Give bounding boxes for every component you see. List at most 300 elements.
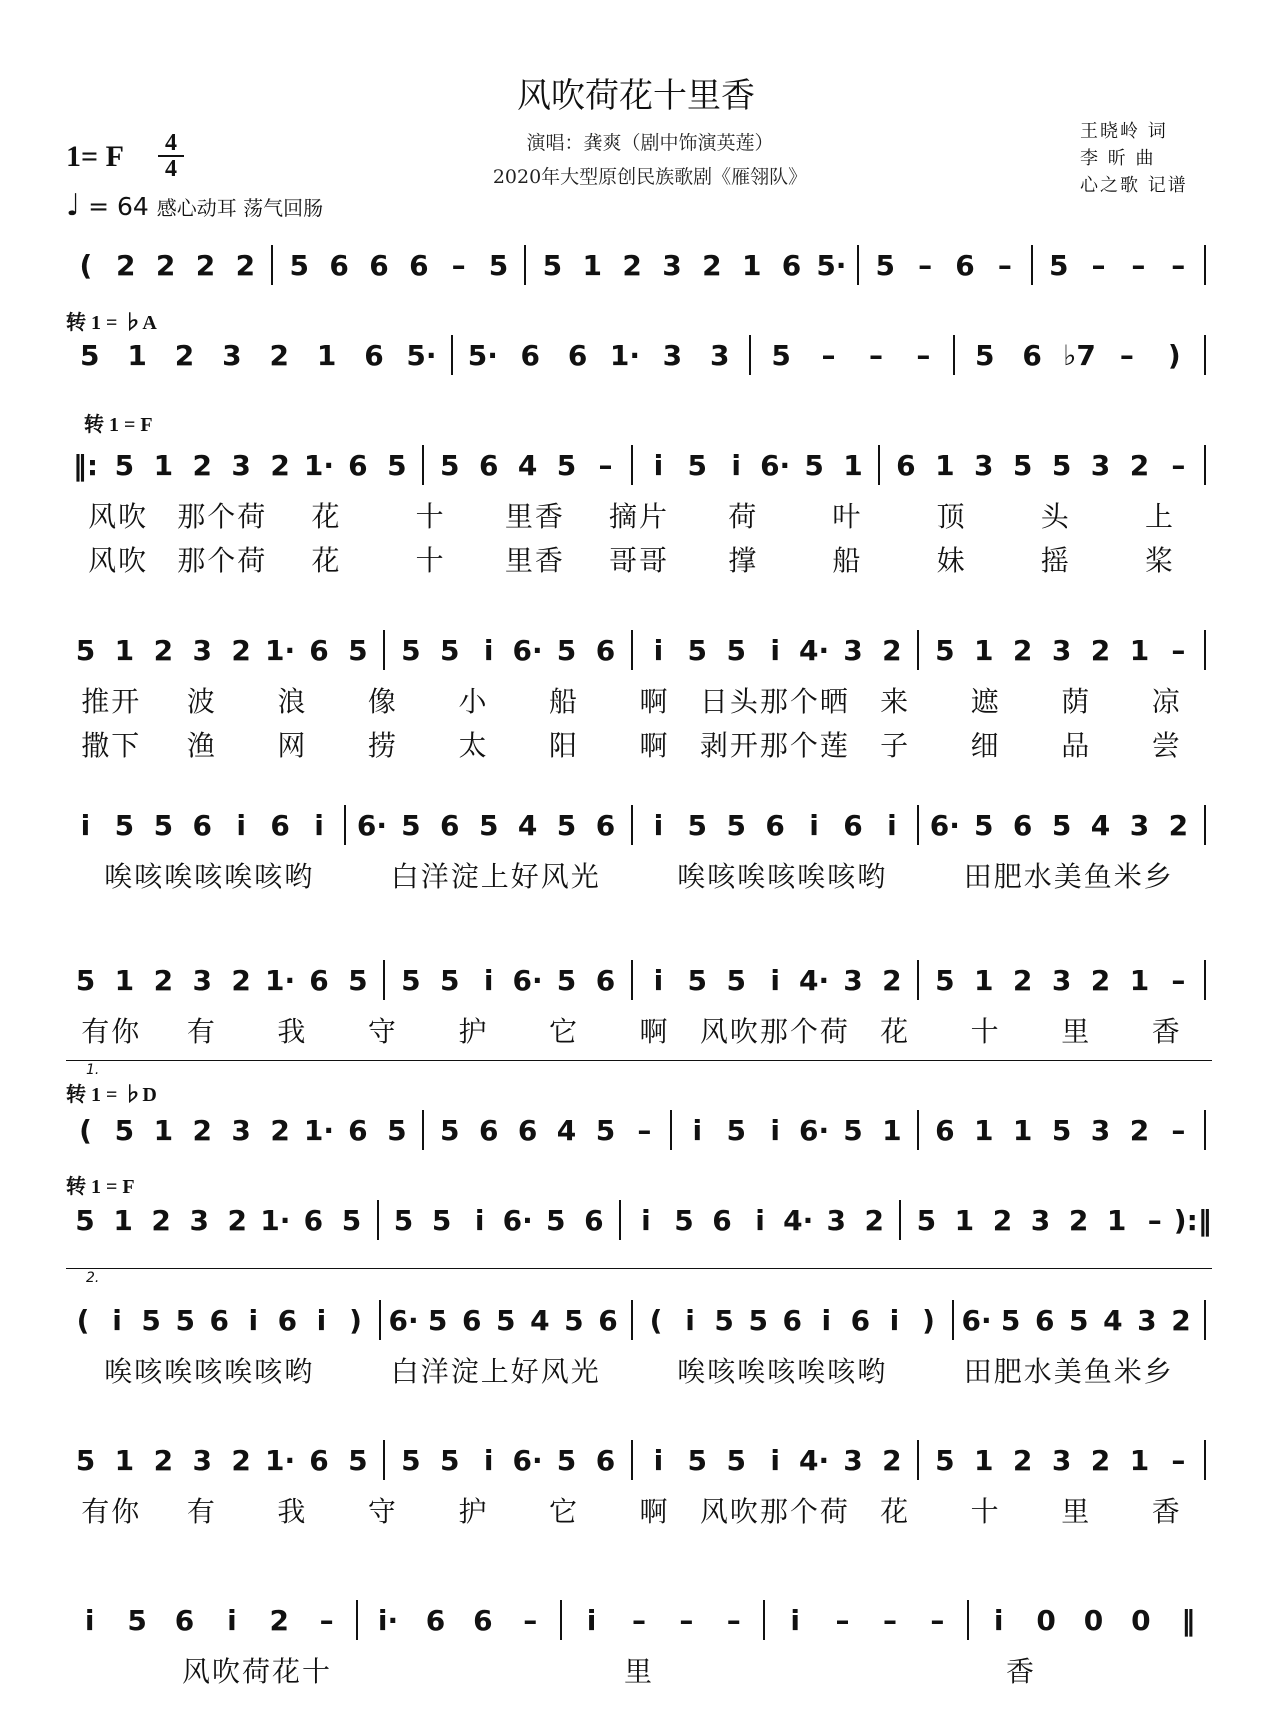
note: 6 <box>277 1303 298 1337</box>
note: 2 <box>882 633 902 667</box>
barline <box>917 1440 919 1480</box>
note: 5 <box>974 808 994 842</box>
barline <box>422 445 424 485</box>
note: 6 <box>364 338 384 372</box>
lyric-line <box>66 855 1212 895</box>
note: i <box>474 1203 485 1237</box>
score-system <box>66 1600 1212 1690</box>
note: i <box>809 808 819 842</box>
note: 5 <box>79 338 100 372</box>
note: 6 <box>303 1203 324 1237</box>
note: 1· <box>303 1113 335 1147</box>
lyric-word: 白洋淀上好风光 <box>390 860 601 893</box>
volta-bracket-2 <box>66 1268 1212 1269</box>
lyric-word: 花 <box>880 1495 911 1528</box>
note: 4· <box>798 633 830 667</box>
note: 3 <box>1051 1443 1072 1477</box>
barline <box>1031 245 1033 285</box>
lyric-word: 像 <box>367 685 398 718</box>
note: 5 <box>401 1443 421 1477</box>
lyric-word: 里香 <box>504 500 565 533</box>
note: 6 <box>782 1303 803 1337</box>
score-system <box>66 445 1212 579</box>
note: – <box>1171 248 1186 282</box>
note: 5 <box>974 338 995 372</box>
lyric-line <box>66 1350 1212 1390</box>
lyric-word: 凉 <box>1151 685 1182 718</box>
note: 3 <box>231 448 251 482</box>
barline <box>917 960 919 1000</box>
barline <box>1204 960 1206 1000</box>
lyric-word: 里 <box>623 1655 654 1688</box>
note: 2 <box>1068 1203 1089 1237</box>
lyric-word: 桨 <box>1144 544 1175 577</box>
score-system <box>66 630 1212 764</box>
lyric-word: 浪 <box>277 685 308 718</box>
note: 5 <box>153 808 174 842</box>
note: 2 <box>155 248 176 282</box>
note: 2 <box>269 338 289 372</box>
lyric-word: 荫 <box>1061 685 1092 718</box>
volta-number: 1. <box>86 1062 100 1078</box>
lyric-word: 风吹荷花十 <box>181 1655 332 1688</box>
note: 3 <box>662 338 683 372</box>
note: 6 <box>270 808 290 842</box>
note: i <box>889 1303 900 1337</box>
note: 1· <box>265 633 296 667</box>
lyric-line <box>66 1490 1212 1530</box>
note: i <box>770 1113 780 1147</box>
note: – <box>882 1603 897 1637</box>
lyric-line <box>66 680 1212 720</box>
note: 6 <box>520 338 540 372</box>
note: 1 <box>1012 1113 1033 1147</box>
note: 2 <box>270 1113 290 1147</box>
time-signature <box>158 132 184 180</box>
note: 2 <box>1090 633 1111 667</box>
note: 5 <box>488 248 509 282</box>
barline <box>1204 805 1206 845</box>
note: i <box>993 1603 1004 1637</box>
note: – <box>319 1603 334 1637</box>
score-system <box>66 1440 1212 1530</box>
note: i <box>685 1303 695 1337</box>
lyric-word: 有你 <box>81 1495 142 1528</box>
note: 5 <box>75 963 96 997</box>
note: 5 <box>687 808 708 842</box>
barline <box>631 960 633 1000</box>
note: 2 <box>231 1443 251 1477</box>
volta-number: 2. <box>86 1270 100 1286</box>
note: 6 <box>595 808 616 842</box>
lyric-word: 啊 <box>639 729 670 762</box>
barline <box>356 1600 358 1640</box>
note: 4· <box>798 1443 830 1477</box>
note: 5 <box>114 808 135 842</box>
barline <box>1204 245 1206 285</box>
score-system <box>66 245 1212 285</box>
note: 2 <box>1090 963 1111 997</box>
note: 1 <box>113 1203 133 1237</box>
note: i <box>653 808 664 842</box>
note: 5 <box>387 448 407 482</box>
note: 6 <box>209 1303 230 1337</box>
note: 2 <box>231 633 251 667</box>
lyric-word: 品 <box>1061 729 1092 762</box>
note: – <box>523 1603 538 1637</box>
note: 0 <box>1036 1603 1056 1637</box>
note: 6· <box>388 1303 419 1337</box>
note: 5 <box>401 633 421 667</box>
note: 6 <box>473 1603 493 1637</box>
note: 5 <box>564 1303 584 1337</box>
note: – <box>821 338 836 372</box>
note: 1 <box>153 448 174 482</box>
note: 5 <box>440 963 460 997</box>
note: i <box>483 963 494 997</box>
note: – <box>1171 1443 1186 1477</box>
lyric-word: 那个荷 <box>177 500 268 533</box>
transcriber-credit: 心之歌 记谱 <box>1080 175 1188 196</box>
note: ) <box>1167 338 1181 372</box>
note: 6 <box>850 1303 871 1337</box>
barline <box>344 805 346 845</box>
note: 5 <box>401 808 421 842</box>
time-signature-bottom: 4 <box>165 156 177 182</box>
note: 6· <box>502 1203 533 1237</box>
note-line <box>66 1300 1212 1340</box>
note: 5· <box>816 248 847 282</box>
barline <box>1204 445 1206 485</box>
note: 1 <box>974 1443 994 1477</box>
lyric-word: 细 <box>970 729 1001 762</box>
lyric-word: 剥开那个莲 <box>699 729 850 762</box>
note: 6 <box>595 1443 616 1477</box>
note: 2 <box>195 248 216 282</box>
note: – <box>1147 1203 1162 1237</box>
note: 5 <box>496 1303 516 1337</box>
lyric-word: 阳 <box>549 729 580 762</box>
lyric-word: 我 <box>277 1495 308 1528</box>
note: 2 <box>1129 448 1150 482</box>
note: – <box>726 1603 741 1637</box>
note: 1· <box>303 448 335 482</box>
note: 5 <box>748 1303 768 1337</box>
note: 6 <box>781 248 802 282</box>
note: 5 <box>726 1113 746 1147</box>
note: 1· <box>260 1203 291 1237</box>
barline <box>1204 630 1206 670</box>
note: 6 <box>1034 1303 1055 1337</box>
note: – <box>930 1603 945 1637</box>
lyric-word: 头 <box>1040 500 1071 533</box>
barline <box>383 1440 385 1480</box>
note: 1· <box>609 338 641 372</box>
barline <box>857 245 859 285</box>
lyric-word: 渔 <box>186 729 217 762</box>
note: 6· <box>512 1443 543 1477</box>
note: 5 <box>387 1113 407 1147</box>
note: ( <box>649 1303 663 1337</box>
note: 1 <box>127 338 147 372</box>
barline <box>899 1200 901 1240</box>
note: 1 <box>316 338 337 372</box>
note: 1 <box>843 448 863 482</box>
note: i <box>653 963 664 997</box>
lyric-word: 唉咳唉咳唉咳哟 <box>104 860 315 893</box>
barline <box>422 1110 424 1150</box>
note: ( <box>76 1303 90 1337</box>
note: – <box>679 1603 694 1637</box>
note: 3 <box>710 338 730 372</box>
note: 2 <box>153 963 174 997</box>
note: 5 <box>714 1303 734 1337</box>
note: 5 <box>440 633 460 667</box>
note: 4 <box>1103 1303 1123 1337</box>
barline <box>953 335 955 375</box>
note: 3 <box>843 1443 863 1477</box>
note: 5· <box>467 338 498 372</box>
note: 6 <box>192 808 212 842</box>
note: 5 <box>1051 1113 1072 1147</box>
barline <box>631 805 633 845</box>
note: – <box>1171 1113 1186 1147</box>
lyric-word: 遮 <box>970 685 1001 718</box>
note: 6 <box>595 633 616 667</box>
note-line <box>66 1110 1212 1150</box>
note: 5 <box>916 1203 937 1237</box>
barline <box>451 335 453 375</box>
credits <box>1080 118 1188 199</box>
barline <box>631 445 633 485</box>
note: 6 <box>461 1303 482 1337</box>
barline <box>271 245 273 285</box>
note: 6 <box>567 338 588 372</box>
note: 1 <box>974 963 994 997</box>
note: 5 <box>440 1443 460 1477</box>
barline <box>379 1300 381 1340</box>
note: – <box>1091 248 1106 282</box>
note: – <box>598 448 613 482</box>
note: 6 <box>584 1203 604 1237</box>
note: 6· <box>961 1303 992 1337</box>
note: 6 <box>765 808 785 842</box>
lyric-word: 里香 <box>504 544 565 577</box>
lyric-word: 啊 <box>639 1495 670 1528</box>
note-line <box>66 445 1212 485</box>
note: ‖: <box>72 448 99 482</box>
lyric-word: 它 <box>549 1015 580 1048</box>
lyric-word: 唉咳唉咳唉咳哟 <box>104 1355 315 1388</box>
score-system <box>66 335 1212 375</box>
note: 3 <box>826 1203 846 1237</box>
note: 3 <box>1137 1303 1157 1337</box>
note: 2 <box>235 248 256 282</box>
lyric-word: 香 <box>1151 1495 1182 1528</box>
note: 5 <box>843 1113 863 1147</box>
note: 1 <box>935 448 955 482</box>
lyric-word: 啊 <box>639 685 670 718</box>
lyric-word: 子 <box>880 729 911 762</box>
note: 5 <box>440 1113 460 1147</box>
note: 3 <box>1129 808 1150 842</box>
note: 5 <box>935 633 955 667</box>
note: – <box>868 338 883 372</box>
note: i <box>316 1303 327 1337</box>
note: – <box>1171 633 1186 667</box>
note: i· <box>377 1603 399 1637</box>
note: 1 <box>974 633 994 667</box>
barline <box>952 1300 954 1340</box>
note: 5 <box>348 963 368 997</box>
note: 1 <box>954 1203 975 1237</box>
note: 4 <box>530 1303 550 1337</box>
key-signature: 1= F <box>66 140 124 173</box>
note: 5 <box>875 248 895 282</box>
note: 6 <box>348 1113 368 1147</box>
note: 2 <box>116 248 136 282</box>
note: 5 <box>1012 448 1033 482</box>
note: i <box>887 808 897 842</box>
note: 3 <box>843 633 863 667</box>
lyricist-credit: 王晓岭 词 <box>1080 121 1168 142</box>
note: 6 <box>174 1603 195 1637</box>
note: i <box>236 808 246 842</box>
note: 6 <box>409 248 429 282</box>
lyric-line <box>66 539 1212 579</box>
note: i <box>755 1203 765 1237</box>
lyric-word: 白洋淀上好风光 <box>390 1355 601 1388</box>
note: 5 <box>114 448 135 482</box>
composer-credit: 李 昕 曲 <box>1080 148 1156 169</box>
note: – <box>918 248 933 282</box>
note: 1· <box>265 963 296 997</box>
note: 4 <box>556 1113 577 1147</box>
lyric-word: 香 <box>1005 1655 1036 1688</box>
barline <box>383 960 385 1000</box>
note: 5 <box>341 1203 362 1237</box>
note: 5 <box>348 1443 368 1477</box>
note: – <box>1119 338 1134 372</box>
note: ( <box>79 248 93 282</box>
note: 5 <box>687 633 708 667</box>
note: 2 <box>153 633 174 667</box>
score-system <box>66 1200 1212 1240</box>
note: 5 <box>114 1113 135 1147</box>
note: 4· <box>798 963 830 997</box>
note: 2 <box>174 338 195 372</box>
note: i <box>586 1603 597 1637</box>
score-system <box>66 805 1212 895</box>
note: i <box>770 633 780 667</box>
note: 6 <box>595 963 616 997</box>
lyric-word: 那个荷 <box>177 544 268 577</box>
note: ( <box>79 1113 92 1147</box>
lyric-word: 它 <box>549 1495 580 1528</box>
lyric-word: 啊 <box>639 1015 670 1048</box>
note: 3 <box>192 633 212 667</box>
note: 5 <box>687 1443 708 1477</box>
note: i <box>821 1303 832 1337</box>
lyric-word: 里 <box>1061 1495 1092 1528</box>
lyric-word: 摇 <box>1040 544 1071 577</box>
note: 2 <box>269 1603 289 1637</box>
lyric-word: 哥哥 <box>609 544 670 577</box>
lyric-word: 顶 <box>936 500 967 533</box>
note: 3 <box>1030 1203 1051 1237</box>
note: 6 <box>935 1113 955 1147</box>
note: 2 <box>227 1203 248 1237</box>
note: 5 <box>393 1203 414 1237</box>
note: 6· <box>512 633 543 667</box>
modulation-label: 转 1 = ♭A <box>66 312 157 334</box>
note-line <box>66 630 1212 670</box>
lyric-word: 捞 <box>367 729 398 762</box>
singer-info: 演唱：龚爽（剧中饰演英莲） <box>526 132 774 154</box>
note: 4 <box>517 808 538 842</box>
quarter-note-icon: ♩ <box>66 188 81 223</box>
note: i <box>790 1603 800 1637</box>
lyric-line <box>66 1650 1212 1690</box>
note: i <box>731 448 742 482</box>
note: 6· <box>798 1113 830 1147</box>
note: 1 <box>974 1113 994 1147</box>
note: i <box>692 1113 703 1147</box>
note-line <box>66 805 1212 845</box>
lyric-word: 风吹那个荷 <box>699 1015 850 1048</box>
lyric-line <box>66 495 1212 535</box>
note: 2 <box>151 1203 171 1237</box>
note: 6 <box>309 963 329 997</box>
note: 3 <box>662 248 682 282</box>
barline <box>917 630 919 670</box>
note: – <box>835 1603 850 1637</box>
note: 2 <box>1012 1443 1033 1477</box>
note: 3 <box>843 963 863 997</box>
source-info: 2020年大型原创民族歌剧《雁翎队》 <box>492 166 808 188</box>
note: 6 <box>478 1113 499 1147</box>
lyric-word: 花 <box>311 500 342 533</box>
note: i <box>248 1303 259 1337</box>
tempo-marking <box>66 188 323 223</box>
lyric-word: 撑 <box>728 544 759 577</box>
note: i <box>653 1443 664 1477</box>
lyric-word: 十 <box>415 544 446 577</box>
note-line <box>66 1200 1212 1240</box>
note: i <box>653 633 664 667</box>
note: i <box>770 963 780 997</box>
note: – <box>997 248 1012 282</box>
time-signature-top: 4 <box>165 130 177 156</box>
note: 2 <box>622 248 642 282</box>
barline <box>1204 1110 1206 1150</box>
lyric-word: 推开 <box>81 685 142 718</box>
note: i <box>80 808 91 842</box>
note: 1 <box>153 1113 174 1147</box>
note: 3 <box>1090 1113 1111 1147</box>
score-system <box>66 960 1212 1050</box>
note: 1 <box>114 633 135 667</box>
note: 5 <box>546 1203 566 1237</box>
note: 6 <box>348 448 368 482</box>
modulation-label: 转 1 = ♭D <box>66 1084 157 1106</box>
lyric-word: 尝 <box>1151 729 1182 762</box>
note: 6 <box>425 1603 446 1637</box>
lyric-word: 十 <box>970 1015 1001 1048</box>
note: 5 <box>431 1203 452 1237</box>
note: 6 <box>1012 808 1033 842</box>
note: 4 <box>1090 808 1111 842</box>
